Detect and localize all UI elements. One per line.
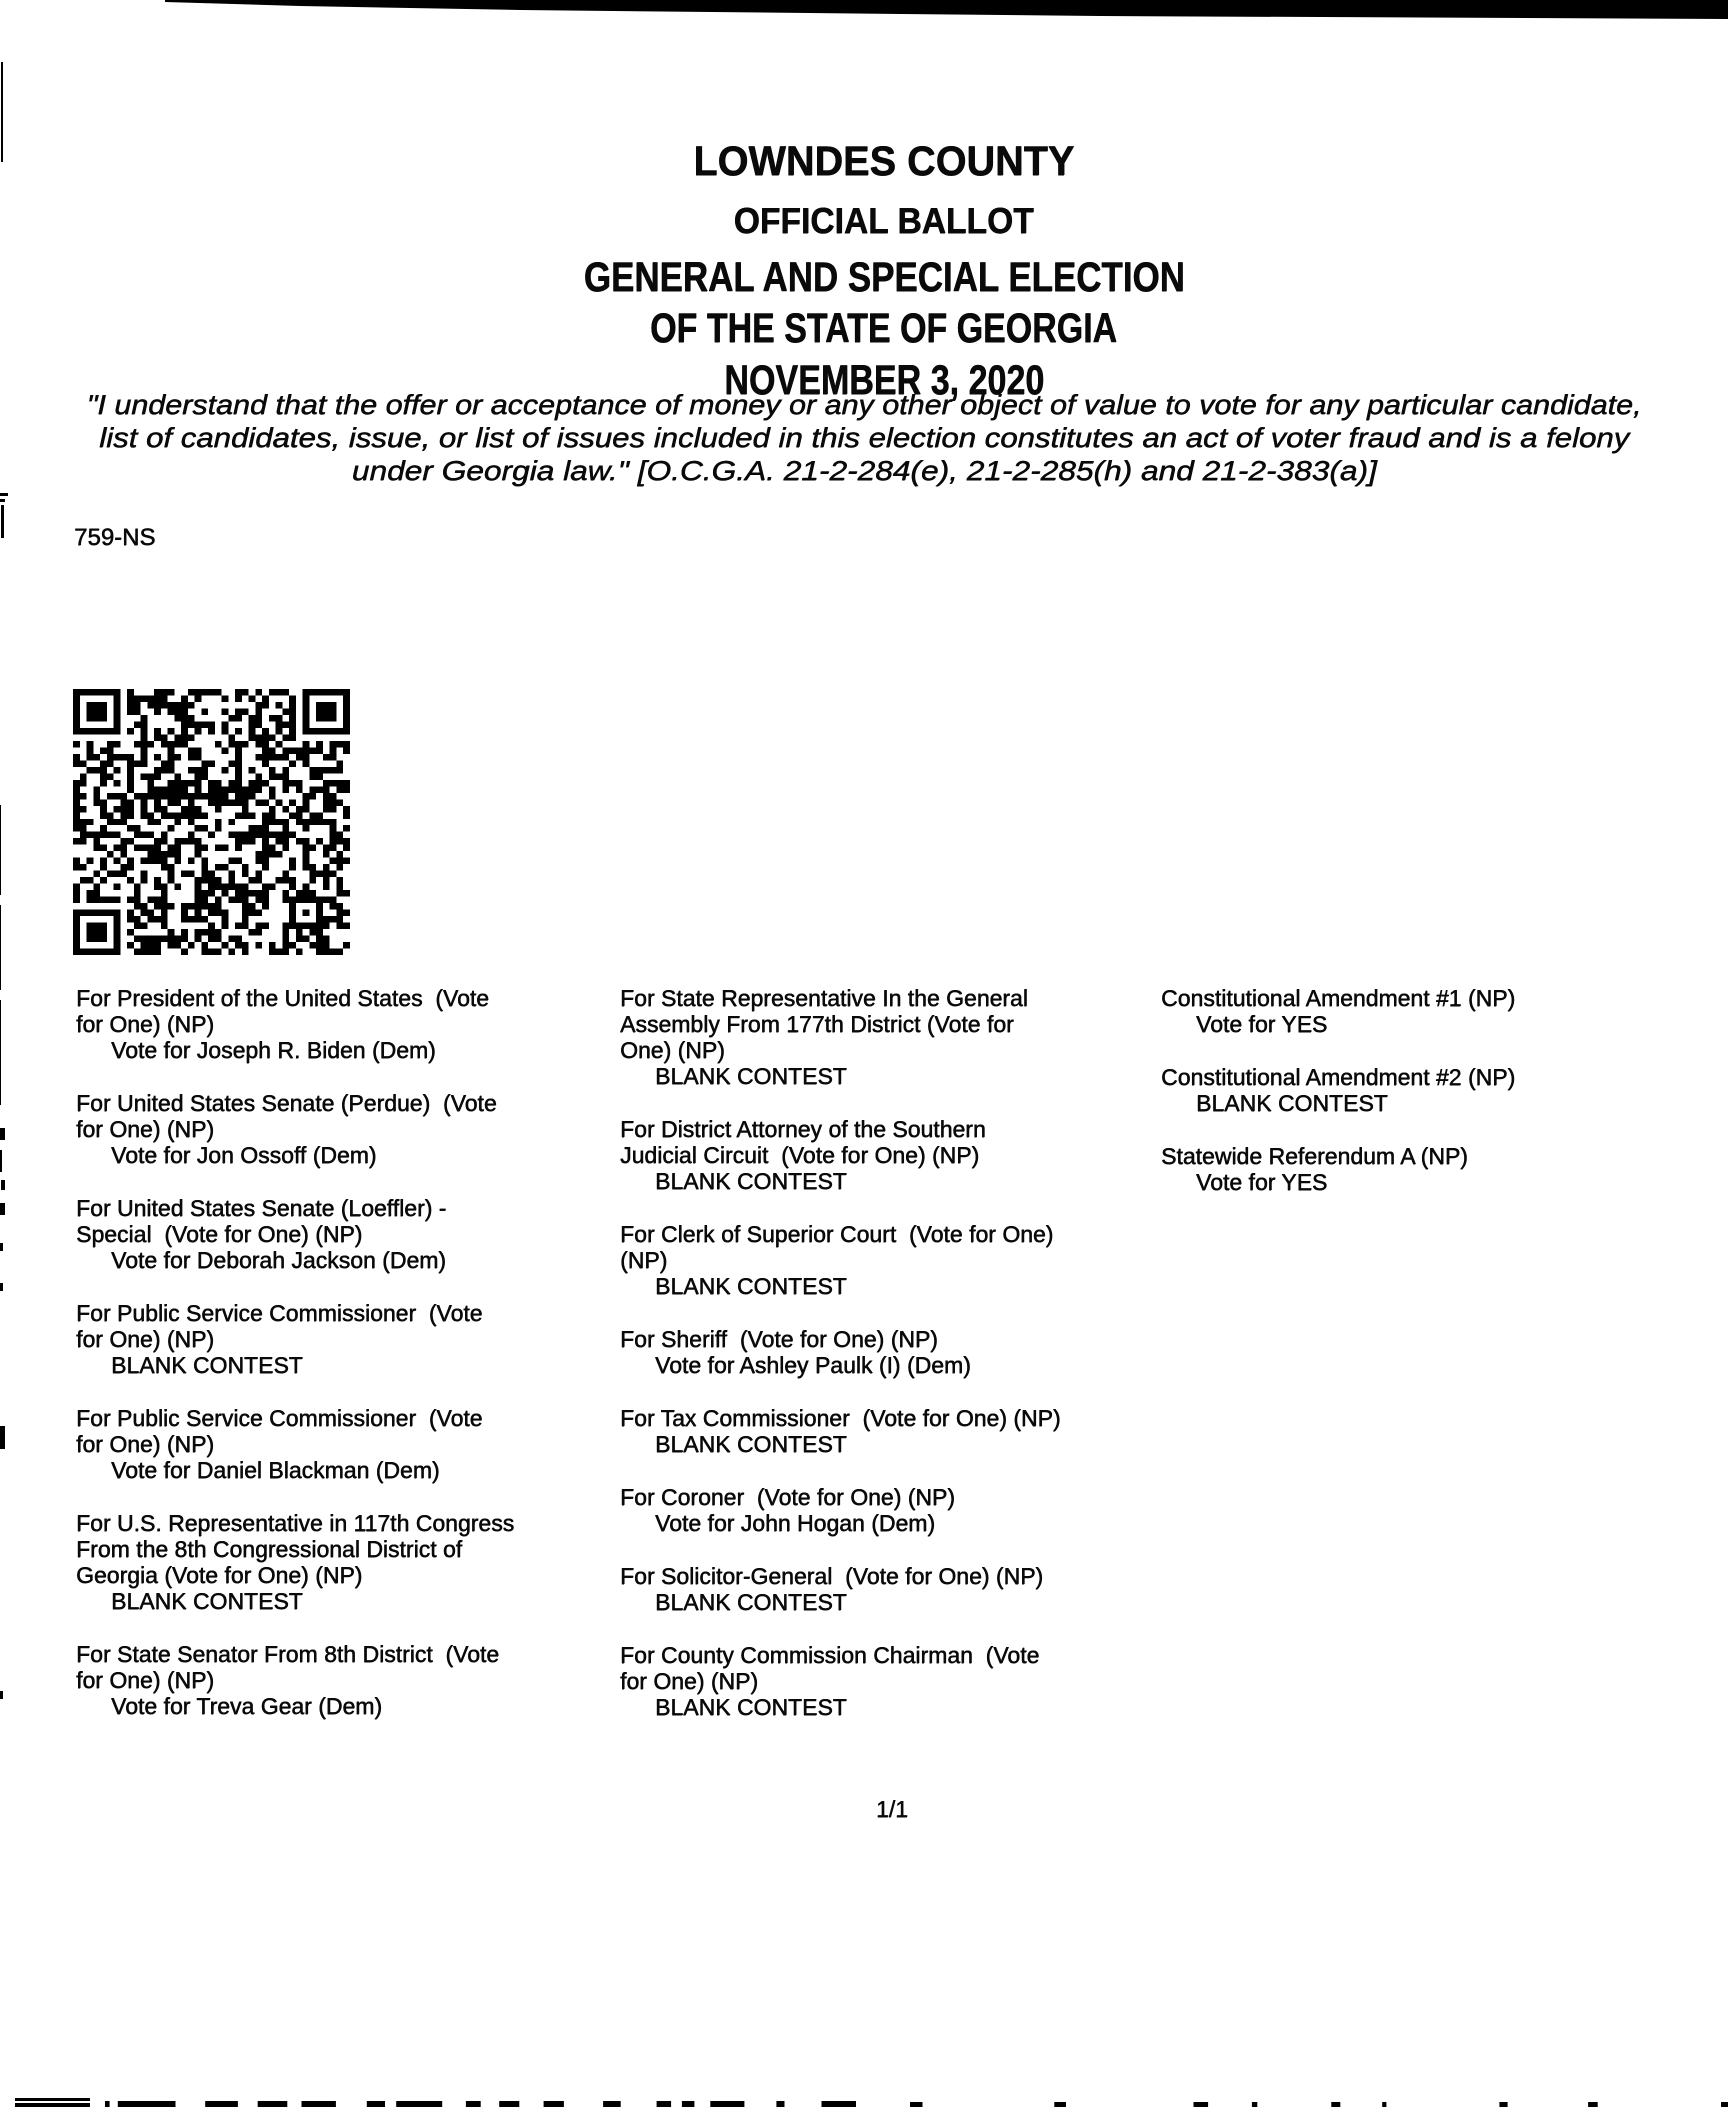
- contest-column-3: [1161, 985, 1515, 1222]
- contest-title-line: From the 8th Congressional District of: [76, 1536, 463, 1562]
- contest-selection: Vote for Jon Ossoff (Dem): [111, 1142, 377, 1168]
- scan-artifact: [0, 1203, 5, 1215]
- contest-selection: Vote for Ashley Paulk (I) (Dem): [655, 1352, 971, 1378]
- contest-selection: BLANK CONTEST: [111, 1352, 303, 1378]
- contest-title-line: For Sheriff (Vote for One) (NP): [620, 1326, 938, 1352]
- ballot-title-text: OFFICIAL BALLOT: [733, 200, 1034, 241]
- contest-title-line: For U.S. Representative in 117th Congress: [76, 1510, 515, 1536]
- contest-title-line: Judicial Circuit (Vote for One) (NP): [620, 1142, 980, 1168]
- contest-title-line: (NP): [620, 1247, 668, 1273]
- county-title: [40, 137, 1728, 184]
- contest: [620, 1563, 1061, 1615]
- contest: [76, 1300, 514, 1378]
- fraud-disclaimer-text-3: under Georgia law." [O.C.G.A. 21-2-284(e), 21-2-285(h) and 21-2-383(a)]: [351, 455, 1377, 486]
- contest-title-line: For Clerk of Superior Court (Vote for One): [620, 1221, 1054, 1247]
- election-title-text-2: OF THE STATE OF GEORGIA: [650, 304, 1118, 351]
- contest-title-line: for One) (NP): [76, 1667, 215, 1693]
- contest: [620, 1221, 1061, 1299]
- contest-title-line: for One) (NP): [620, 1668, 759, 1694]
- scan-artifact: [0, 1426, 5, 1449]
- contest-title-line: For United States Senate (Perdue) (Vote: [76, 1090, 497, 1116]
- contest-title-line: For Coroner (Vote for One) (NP): [620, 1484, 955, 1510]
- contest-title-line: Statewide Referendum A (NP): [1161, 1143, 1468, 1169]
- scan-artifact: [0, 805, 1, 895]
- scan-artifact: [0, 905, 1, 990]
- contest-selection: Vote for Treva Gear (Dem): [111, 1693, 382, 1719]
- contest-column-1: [76, 985, 514, 1746]
- contest-title-line: For County Commission Chairman (Vote: [620, 1642, 1040, 1668]
- scan-artifact: [0, 499, 5, 502]
- contest: [620, 1484, 1061, 1536]
- contest-selection: BLANK CONTEST: [655, 1589, 847, 1615]
- contest-selection: Vote for Daniel Blackman (Dem): [111, 1457, 440, 1483]
- election-title-text-1: GENERAL AND SPECIAL ELECTION: [583, 253, 1185, 300]
- scan-artifact: [1, 505, 4, 538]
- fraud-disclaimer-line: [0, 388, 1728, 421]
- contest-selection: Vote for Joseph R. Biden (Dem): [111, 1037, 436, 1063]
- contest-title-line: For Public Service Commissioner (Vote: [76, 1300, 483, 1326]
- contest-title-line: For President of the United States (Vote: [76, 985, 489, 1011]
- contest-title-line: for One) (NP): [76, 1116, 215, 1142]
- contest-title-line: For Solicitor-General (Vote for One) (NP): [620, 1563, 1044, 1589]
- page-number: 1/1: [876, 1796, 908, 1822]
- fraud-disclaimer-line: [0, 421, 1728, 454]
- scan-artifact: [0, 1243, 3, 1251]
- fraud-disclaimer-text-1: "I understand that the offer or acceptance of money or any other object of value to vote for any particular candidate,: [86, 389, 1642, 420]
- scan-artifact: [0, 1128, 5, 1140]
- contest: [76, 1405, 514, 1483]
- contest: [620, 1326, 1061, 1378]
- contest-title-line: for One) (NP): [76, 1011, 215, 1037]
- contest-title-line: Assembly From 177th District (Vote for: [620, 1011, 1014, 1037]
- contest-title-line: for One) (NP): [76, 1431, 215, 1457]
- contest: [76, 1641, 514, 1719]
- county-title-text: LOWNDES COUNTY: [693, 137, 1075, 184]
- contest-title-line: For Tax Commissioner (Vote for One) (NP): [620, 1405, 1061, 1431]
- contest-selection: BLANK CONTEST: [655, 1168, 847, 1194]
- contest-title-line: Constitutional Amendment #1 (NP): [1161, 985, 1516, 1011]
- contest-column-2: [620, 985, 1061, 1747]
- contest: [620, 1116, 1061, 1194]
- ballot-title: [40, 200, 1728, 241]
- contest-title-line: For State Senator From 8th District (Vote: [76, 1641, 500, 1667]
- contest: [620, 985, 1061, 1089]
- contest-selection: Vote for Deborah Jackson (Dem): [111, 1247, 446, 1273]
- contest: [620, 1642, 1061, 1720]
- election-title-text-3: NOVEMBER 3, 2020: [723, 356, 1045, 403]
- contest: [76, 985, 514, 1063]
- contest-title-line: Georgia (Vote for One) (NP): [76, 1562, 363, 1588]
- contest-selection: BLANK CONTEST: [111, 1588, 303, 1614]
- scan-artifact: [0, 1283, 3, 1291]
- fraud-disclaimer: [0, 388, 1728, 487]
- fraud-disclaimer-text-2: list of candidates, issue, or list of issues included in this election constitutes an act of voter fraud and is a felony: [98, 422, 1629, 453]
- contest-selection: BLANK CONTEST: [655, 1431, 847, 1457]
- scan-artifact: [0, 1150, 2, 1172]
- ballot-style-number: 759-NS: [74, 524, 156, 551]
- scan-artifact: [1, 62, 3, 162]
- contest: [1161, 1064, 1515, 1116]
- scan-artifact: [0, 1000, 1, 1105]
- contest: [1161, 1143, 1515, 1195]
- contest-title-line: For State Representative In the General: [620, 985, 1028, 1011]
- scan-artifact: [1, 1180, 5, 1190]
- contest-selection: BLANK CONTEST: [655, 1273, 847, 1299]
- contest-selection: Vote for YES: [1196, 1169, 1328, 1195]
- contest-title-line: For District Attorney of the Southern: [620, 1116, 986, 1142]
- contest-title-line: For Public Service Commissioner (Vote: [76, 1405, 483, 1431]
- contest-title-line: Special (Vote for One) (NP): [76, 1221, 363, 1247]
- contest-selection: BLANK CONTEST: [655, 1063, 847, 1089]
- contest-title-line: For United States Senate (Loeffler) -: [76, 1195, 447, 1221]
- scan-artifact: [0, 493, 8, 496]
- contest: [76, 1090, 514, 1168]
- contest: [76, 1510, 514, 1614]
- contest-title-line: One) (NP): [620, 1037, 725, 1063]
- contest-selection: Vote for John Hogan (Dem): [655, 1510, 935, 1536]
- fraud-disclaimer-line: [0, 454, 1728, 487]
- contest-selection: BLANK CONTEST: [655, 1694, 847, 1720]
- contest: [1161, 985, 1515, 1037]
- contest-selection: Vote for YES: [1196, 1011, 1328, 1037]
- contest-title-line: Constitutional Amendment #2 (NP): [1161, 1064, 1516, 1090]
- qr-code: [73, 689, 350, 955]
- contest-selection: BLANK CONTEST: [1196, 1090, 1388, 1116]
- scan-artifact-top-edge: [0, 0, 1728, 24]
- contest-title-line: for One) (NP): [76, 1326, 215, 1352]
- election-title-line-1: [40, 253, 1728, 300]
- contest: [76, 1195, 514, 1273]
- contest: [620, 1405, 1061, 1457]
- scan-artifact: [0, 1691, 3, 1699]
- election-title-line-2: [40, 304, 1728, 351]
